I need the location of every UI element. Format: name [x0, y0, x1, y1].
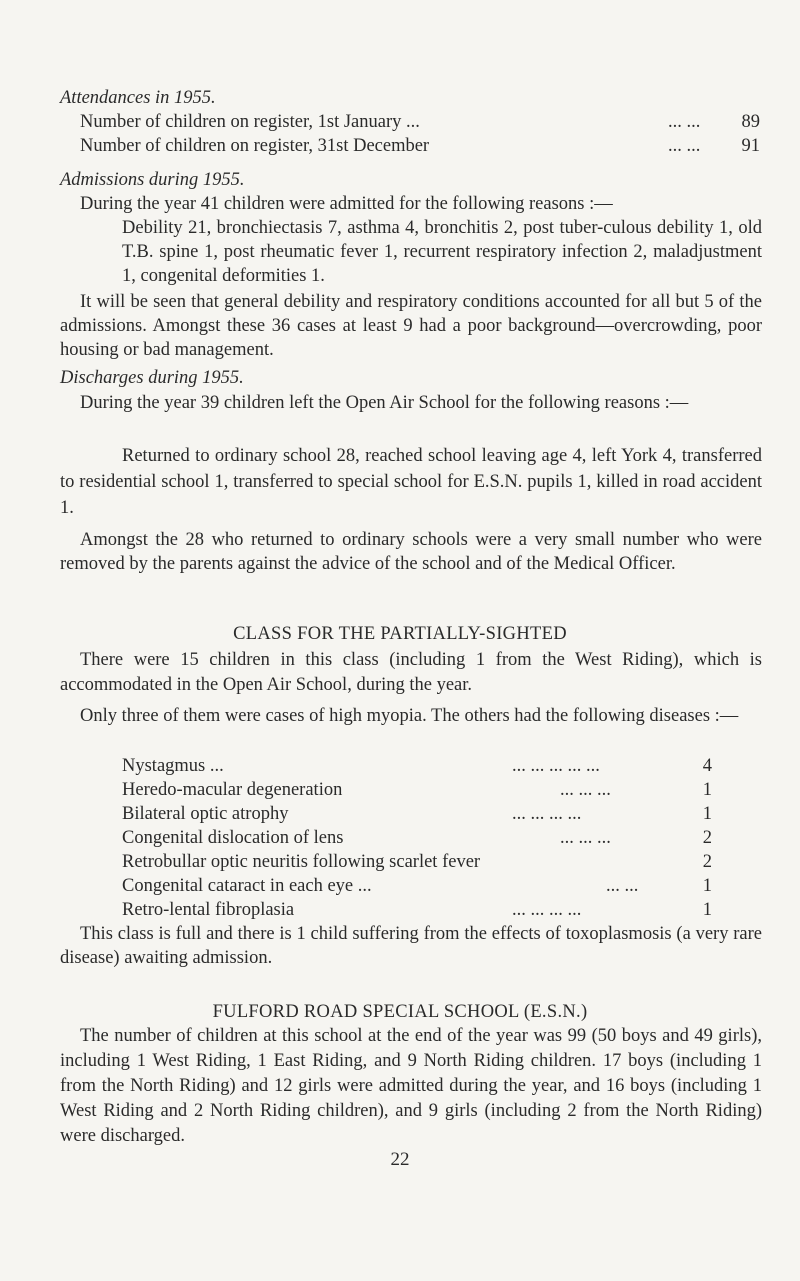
attendance-row-1-label: Number of children on register, 1st January ...: [80, 112, 420, 132]
discharges-reasons: Returned to ordinary school 28, reached school leaving age 4, left York 4, transferred to residential school 1, transferred to special school for E.S.N. pupils 1, killed in road accident 1.: [60, 446, 762, 518]
disease-label: Retrobullar optic neuritis following scarlet fever: [122, 852, 481, 872]
admissions-note: It will be seen that general debility and respiratory conditions accounted for all but 5 of the admissions. Amongst these 36 cases at least 9 had a poor background—overcrowding, poor housing or bad management.: [60, 292, 762, 360]
admissions-heading: Admissions during 1955.: [60, 170, 245, 190]
disease-label: Retro-lental fibroplasia: [122, 900, 295, 920]
fulford-heading: FULFORD ROAD SPECIAL SCHOOL (E.S.N.): [212, 1002, 588, 1022]
page-number: 22: [390, 1149, 410, 1170]
partially-sighted-para-3: This class is full and there is 1 child suffering from the effects of toxoplasmosis (a very rare disease) awaiting admission.: [60, 924, 762, 968]
disease-count: 4: [702, 756, 712, 776]
partially-sighted-para-1: There were 15 children in this class (including 1 from the West Riding), which is accommodated in the Open Air School, during the year.: [60, 650, 762, 695]
disease-dots: ... ... ... ... ...: [512, 756, 600, 776]
disease-label: Congenital dislocation of lens: [122, 828, 344, 848]
attendance-row-2-value: 91: [741, 136, 760, 156]
disease-count: 1: [702, 780, 712, 800]
disease-label: Nystagmus ...: [122, 756, 224, 776]
disease-count: 2: [702, 828, 712, 848]
disease-dots: ... ... ... ...: [512, 900, 582, 920]
disease-label: Bilateral optic atrophy: [122, 804, 289, 824]
disease-count: 1: [702, 804, 712, 824]
disease-dots: ... ... ...: [560, 828, 611, 848]
attendance-row-2-dots: ... ...: [668, 136, 701, 156]
disease-dots: ... ...: [606, 876, 639, 896]
disease-count: 1: [702, 900, 712, 920]
disease-dots: ... ... ... ...: [512, 804, 582, 824]
disease-count: 2: [702, 852, 712, 872]
discharges-heading: Discharges during 1955.: [60, 368, 244, 388]
disease-label: Heredo-macular degeneration: [122, 780, 343, 800]
admissions-reasons: Debility 21, bronchiectasis 7, asthma 4, bronchitis 2, post tuber-culous debility 1, old T.B. spine 1, post rheumatic fever 1, recurrent respiratory infection 2, maladjustment 1, congenital deformities 1.: [122, 218, 762, 286]
attendance-row-1-dots: ... ...: [668, 112, 701, 132]
discharges-intro: During the year 39 children left the Open Air School for the following reasons :—: [80, 393, 689, 413]
admissions-intro: During the year 41 children were admitted for the following reasons :—: [80, 194, 613, 214]
partially-sighted-heading: CLASS FOR THE PARTIALLY-SIGHTED: [233, 624, 567, 644]
partially-sighted-para-2: Only three of them were cases of high myopia. The others had the following diseases :—: [80, 706, 739, 726]
disease-count: 1: [702, 876, 712, 896]
attendances-heading: Attendances in 1955.: [60, 88, 216, 108]
fulford-para: The number of children at this school at the end of the year was 99 (50 boys and 49 girls), including 1 West Riding, 1 East Riding, and 9 North Riding children. 17 boys (including 1 from the North Riding) and 12 girls were admitted during the year, and 16 boys (including 1 West Riding and 2 North Riding children), and 9 girls (including 2 from the North Riding) were discharged.: [60, 1026, 762, 1146]
disease-dots: ... ... ...: [560, 780, 611, 800]
attendance-row-1-value: 89: [741, 112, 760, 132]
attendance-row-2-label: Number of children on register, 31st December: [80, 136, 430, 156]
disease-label: Congenital cataract in each eye ...: [122, 876, 372, 896]
discharges-note: Amongst the 28 who returned to ordinary schools were a very small number who were removed by the parents against the advice of the school and of the Medical Officer.: [60, 530, 762, 574]
